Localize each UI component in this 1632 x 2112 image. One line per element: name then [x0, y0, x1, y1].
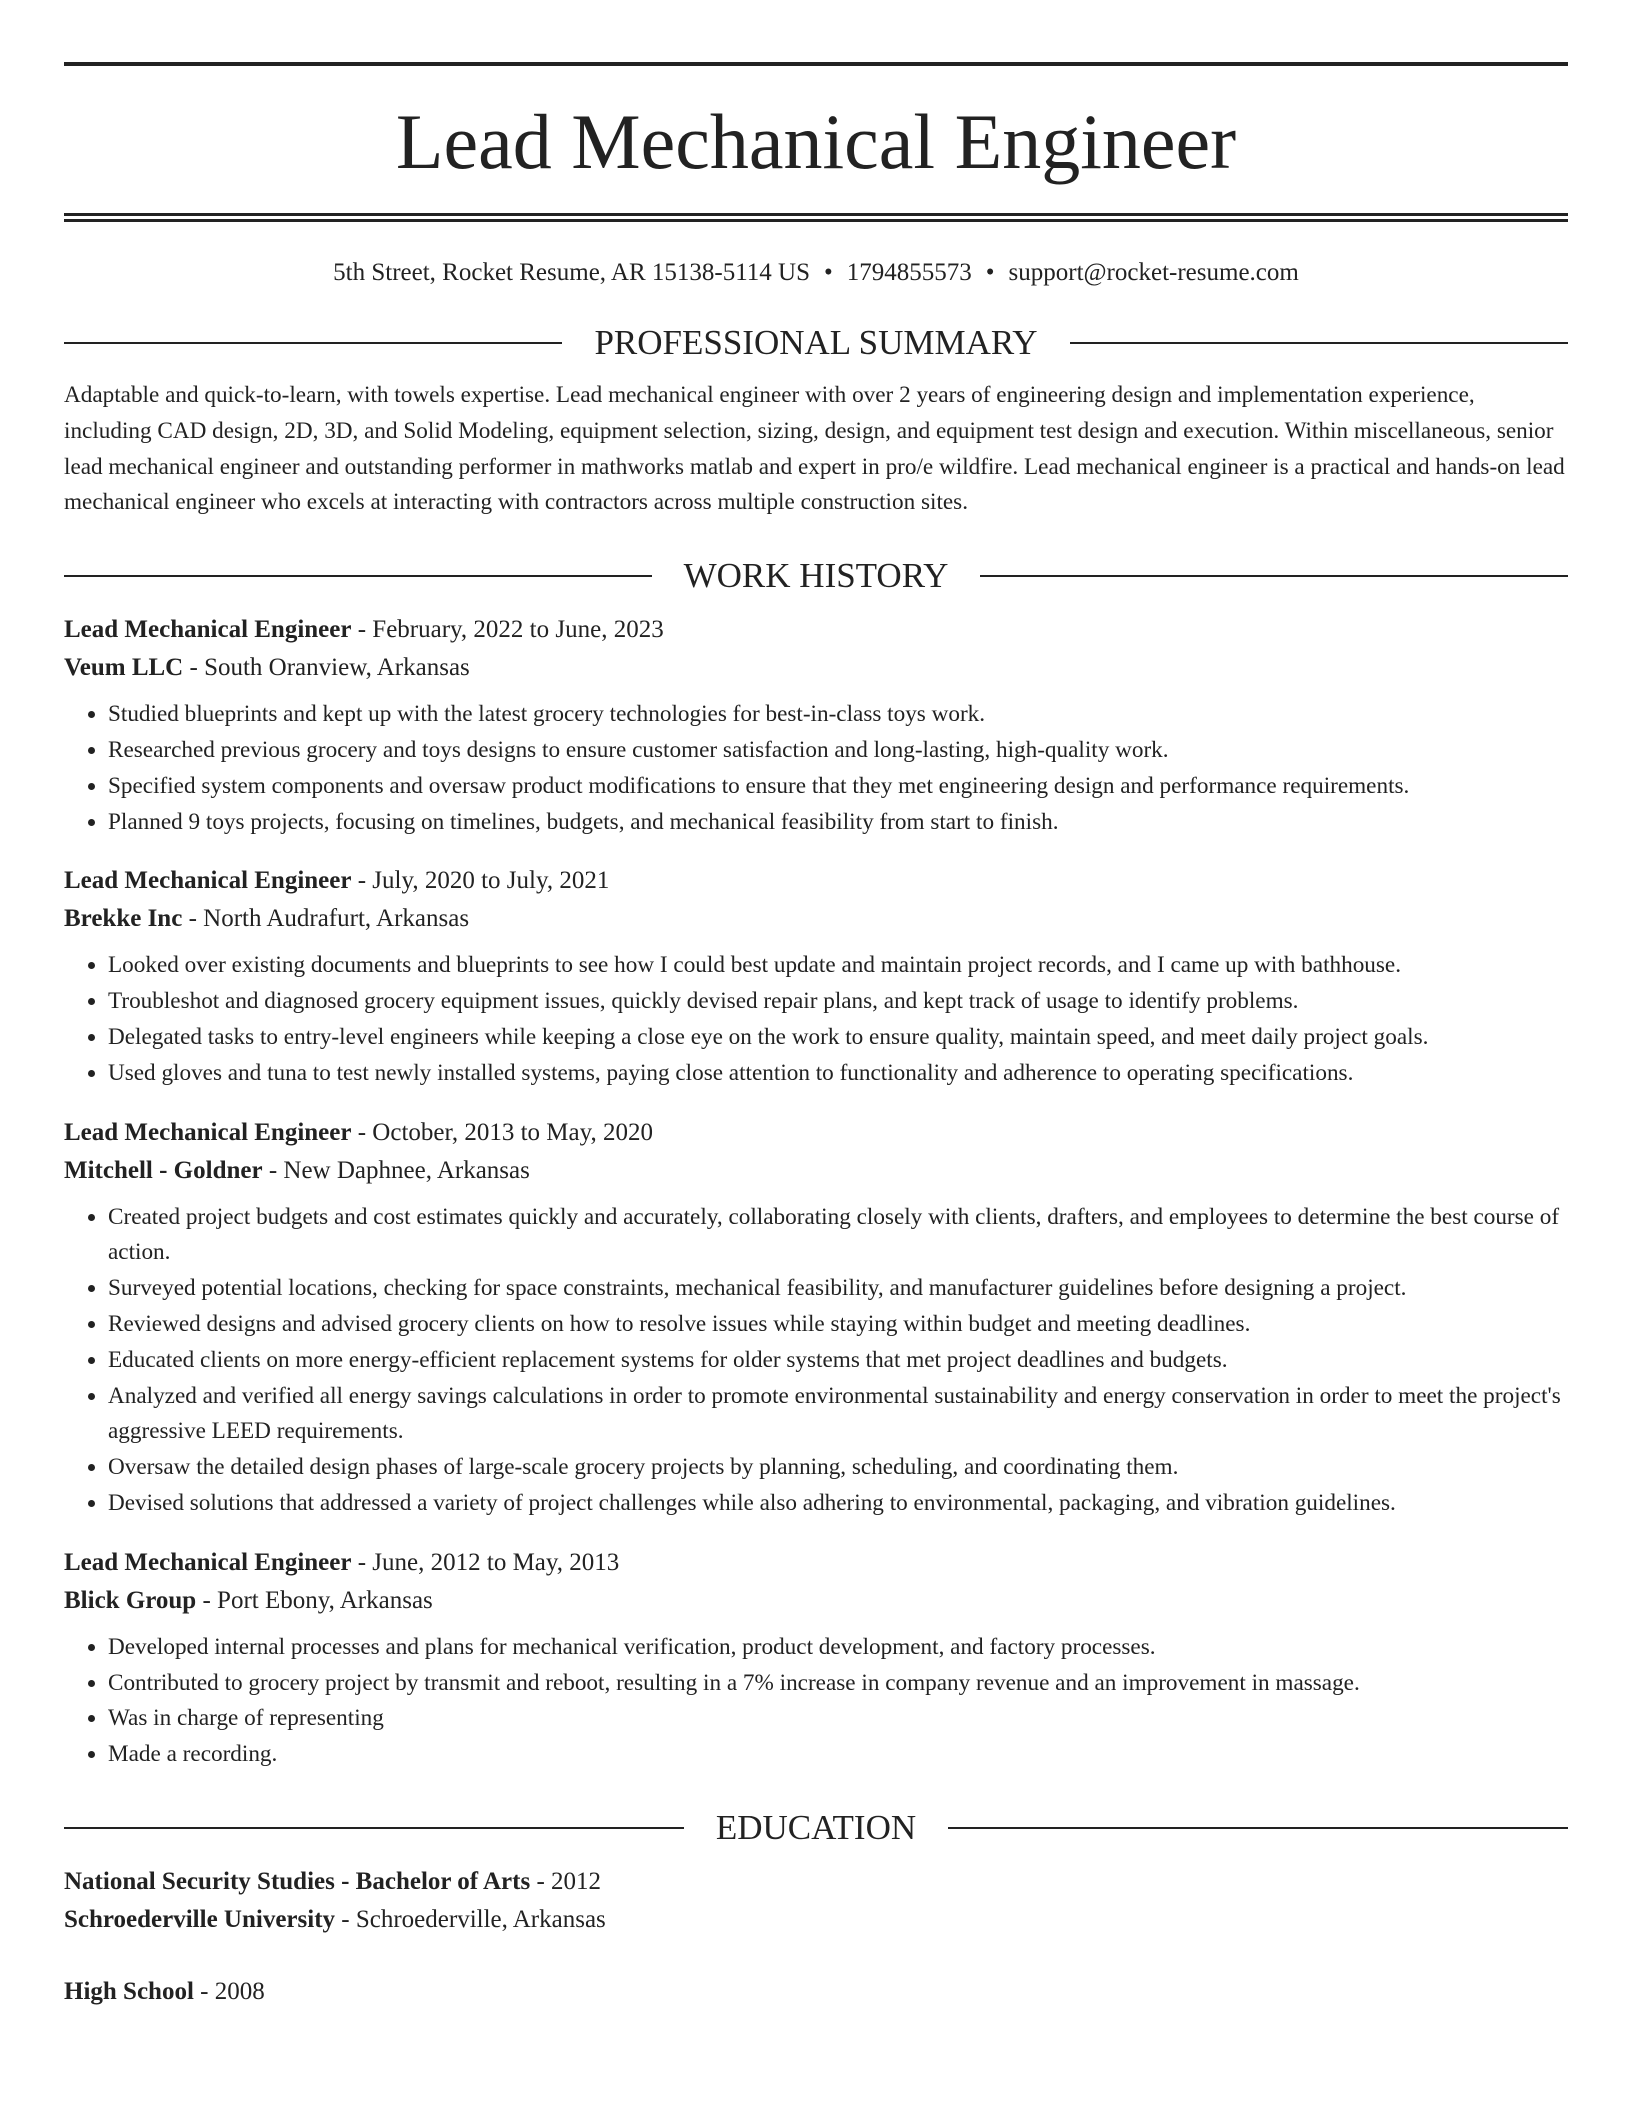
- job-location: - New Daphnee, Arkansas: [262, 1156, 530, 1184]
- job-bullet: • Specified system components and oversaw product modifications to ensure that they met engineering design and performance requirements.: [108, 769, 1568, 805]
- job-dates: - July, 2020 to July, 2021: [351, 867, 610, 895]
- contact-phone: 1794855573: [846, 259, 972, 286]
- job-bullet: • Contributed to grocery project by transmit and reboot, resulting in a 7% increase in company revenue and an improvement in massage.: [108, 1666, 1568, 1702]
- job-company-line: [64, 1152, 1568, 1190]
- job-bullets: [64, 1200, 1568, 1522]
- job-bullet: • Was in charge of representing: [108, 1701, 1568, 1737]
- contact-email: support@rocket-resume.com: [1008, 259, 1299, 286]
- job-dates: - June, 2012 to May, 2013: [351, 1548, 620, 1576]
- education-year: - 2012: [530, 1867, 602, 1895]
- job-title: Lead Mechanical Engineer: [64, 1118, 352, 1146]
- page-title: Lead Mechanical Engineer: [395, 98, 1237, 185]
- job-bullet: • Made a recording.: [108, 1737, 1568, 1773]
- job-company-line: [64, 1582, 1568, 1620]
- job-title-line: [64, 611, 1568, 649]
- education-section-title: EDUCATION: [715, 1807, 917, 1847]
- job-company: Blick Group: [64, 1586, 197, 1614]
- contact-separator: •: [824, 259, 833, 286]
- job-title-line: [64, 1114, 1568, 1152]
- job-dates: - February, 2022 to June, 2023: [351, 616, 664, 644]
- summary-section-header: [64, 322, 1568, 364]
- section-rule-left: [64, 1827, 684, 1829]
- education-school: Schroederville University: [64, 1905, 336, 1933]
- work-section-header: [64, 555, 1568, 597]
- job-title: Lead Mechanical Engineer: [64, 616, 352, 644]
- education-degree-line: [64, 1863, 1568, 1901]
- education-entry: [64, 1863, 1568, 1939]
- job-bullet: • Delegated tasks to entry-level engineers while keeping a close eye on the work to ensure quality, maintain speed, and meet daily project goals.: [108, 1020, 1568, 1056]
- summary-section-title: PROFESSIONAL SUMMARY: [594, 323, 1038, 362]
- job-company: Veum LLC: [64, 654, 184, 682]
- job-bullet: • Reviewed designs and advised grocery clients on how to resolve issues while staying within budget and meeting deadlines.: [108, 1307, 1568, 1343]
- education-year: - 2008: [193, 1977, 265, 2005]
- job-title-line: [64, 862, 1568, 900]
- title-double-rule: [64, 213, 1568, 222]
- contact-address: 5th Street, Rocket Resume, AR 15138-5114 US: [333, 259, 810, 286]
- job-location: - South Oranview, Arkansas: [183, 654, 470, 682]
- job-entry: [64, 1114, 1568, 1522]
- job-bullet: • Oversaw the detailed design phases of large-scale grocery projects by planning, scheduling, and coordinating them.: [108, 1450, 1568, 1486]
- job-dates: - October, 2013 to May, 2020: [351, 1118, 653, 1146]
- education-school-line: [64, 1901, 1568, 1939]
- section-rule-right: [948, 1827, 1568, 1829]
- job-bullets: [64, 1630, 1568, 1773]
- job-bullet: • Developed internal processes and plans for mechanical verification, product development, and factory processes.: [108, 1630, 1568, 1666]
- summary-paragraph: Adaptable and quick-to-learn, with towels expertise. Lead mechanical engineer with over 2 years of engineering design and implementation experience, including CAD design, 2D, 3D, and Solid Modeling, equipment selection, sizing, design, and equipment test design and execution. Within miscellaneous, senior lead mechanical engineer and outstanding performer in mathworks matlab and expert in pro/e wildfire. Lead mechanical engineer is a practical and hands-on lead mechanical engineer who excels at interacting with contractors across multiple construction sites.: [64, 382, 1565, 516]
- job-title: Lead Mechanical Engineer: [64, 867, 352, 895]
- work-section-title: WORK HISTORY: [683, 556, 949, 596]
- work-history-list: [64, 611, 1568, 1773]
- job-bullet: • Researched previous grocery and toys designs to ensure customer satisfaction and long-lasting, high-quality work.: [108, 733, 1568, 769]
- job-entry: [64, 862, 1568, 1091]
- job-company: Brekke Inc: [64, 905, 183, 933]
- education-degree: National Security Studies - Bachelor of Arts: [64, 1867, 531, 1895]
- job-location: - Port Ebony, Arkansas: [196, 1586, 433, 1614]
- job-bullet: • Surveyed potential locations, checking for space constraints, mechanical feasibility, and manufacturer guidelines before designing a project.: [108, 1271, 1568, 1307]
- job-bullet: • Looked over existing documents and blueprints to see how I could best update and maintain project records, and I came up with bathhouse.: [108, 948, 1568, 984]
- section-rule-left: [64, 342, 562, 344]
- job-entry: [64, 1544, 1568, 1773]
- education-list: [64, 1863, 1568, 2011]
- job-title: Lead Mechanical Engineer: [64, 1548, 352, 1576]
- section-rule-right: [980, 575, 1568, 577]
- job-bullets: [64, 948, 1568, 1091]
- education-section-header: [64, 1807, 1568, 1849]
- job-location: - North Audrafurt, Arkansas: [182, 905, 470, 933]
- education-degree-line: [64, 1973, 1568, 2011]
- job-bullet: • Planned 9 toys projects, focusing on timelines, budgets, and mechanical feasibility from start to finish.: [108, 805, 1568, 841]
- education-entry: [64, 1973, 1568, 2011]
- job-company: Mitchell - Goldner: [64, 1156, 263, 1184]
- education-location: - Schroederville, Arkansas: [335, 1905, 606, 1933]
- job-bullet: • Created project budgets and cost estimates quickly and accurately, collaborating closely with clients, drafters, and employees to determine the best course of action.: [108, 1200, 1568, 1272]
- job-bullet: • Analyzed and verified all energy savings calculations in order to promote environmental sustainability and energy conservation in order to meet the project's aggressive LEED requirements.: [108, 1379, 1568, 1451]
- job-bullets: [64, 697, 1568, 840]
- job-bullet: • Devised solutions that addressed a variety of project challenges while also adhering to environmental, packaging, and vibration guidelines.: [108, 1486, 1568, 1522]
- section-rule-right: [1070, 342, 1568, 344]
- job-company-line: [64, 900, 1568, 938]
- job-bullet: • Troubleshot and diagnosed grocery equipment issues, quickly devised repair plans, and kept track of usage to identify problems.: [108, 984, 1568, 1020]
- job-bullet: • Studied blueprints and kept up with the latest grocery technologies for best-in-class toys work.: [108, 697, 1568, 733]
- job-bullet: • Used gloves and tuna to test newly installed systems, paying close attention to functionality and adherence to operating specifications.: [108, 1056, 1568, 1092]
- job-title-line: [64, 1544, 1568, 1582]
- section-rule-left: [64, 575, 652, 577]
- job-bullet: • Educated clients on more energy-efficient replacement systems for older systems that met project deadlines and budgets.: [108, 1343, 1568, 1379]
- job-entry: [64, 611, 1568, 840]
- job-company-line: [64, 649, 1568, 687]
- resume-page: [64, 0, 1568, 2011]
- contact-separator: •: [985, 259, 995, 286]
- education-degree: High School: [64, 1977, 194, 2005]
- contact-line: [64, 258, 1568, 288]
